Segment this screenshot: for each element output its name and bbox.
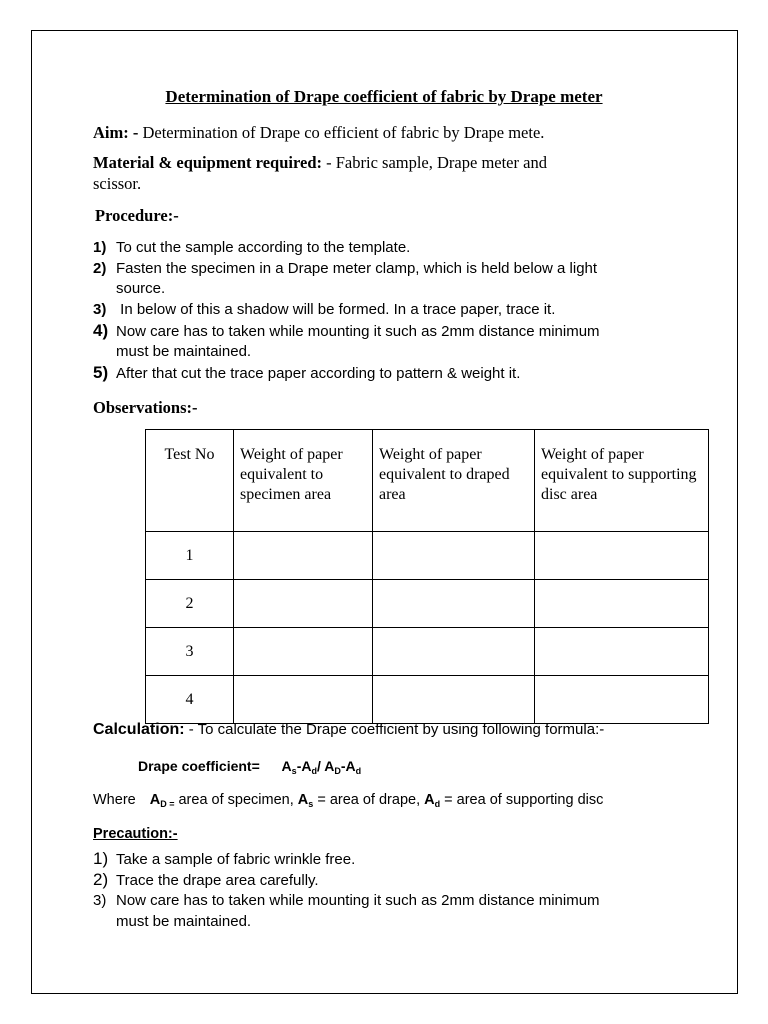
procedure-text-cont: source.: [116, 280, 166, 297]
test-no-cell: 3: [146, 628, 234, 676]
precaution-text: Now care has to taken while mounting it such as 2mm distance minimum: [116, 892, 600, 909]
precaution-item: [93, 849, 355, 869]
precaution-item: [93, 892, 600, 909]
procedure-num: 5): [93, 363, 109, 382]
test-no-cell: 1: [146, 532, 234, 580]
precaution-num: 2): [93, 870, 109, 889]
test-no-cell: 2: [146, 580, 234, 628]
procedure-num: 4): [93, 321, 109, 340]
procedure-item: [93, 239, 410, 256]
procedure-item: [93, 301, 555, 318]
table-cell: [234, 580, 373, 628]
procedure-num: 3): [93, 301, 107, 318]
column-header: Test No: [146, 430, 234, 532]
formula-line: [138, 758, 361, 774]
precaution-heading: Precaution:-: [93, 826, 178, 842]
procedure-text: To cut the sample according to the template.: [116, 239, 411, 256]
table-cell: [234, 676, 373, 724]
procedure-item: [93, 321, 600, 341]
formula: $A_s-A_d/$ $A_D-A_d$: [281, 758, 362, 776]
precaution-text: Trace the drape area carefully.: [116, 872, 319, 889]
material-text: - Fabric sample, Drape meter and: [322, 153, 547, 172]
formula-label: Drape coefficient=: [138, 758, 260, 774]
material-line: [93, 153, 547, 173]
procedure-text: In below of this a shadow will be formed. In a trace paper, trace it.: [116, 301, 556, 318]
precaution-text: Take a sample of fabric wrinkle free.: [116, 851, 356, 868]
test-no-cell: 4: [146, 676, 234, 724]
aim-text: Determination of Drape co efficient of fabric by Drape mete.: [138, 123, 545, 142]
table-cell: [373, 580, 535, 628]
page-title: Determination of Drape coefficient of fabric by Drape meter: [165, 87, 603, 106]
precaution-num: 3): [93, 892, 107, 909]
aim-label: Aim: -: [93, 123, 139, 142]
procedure-text-cont: must be maintained.: [116, 343, 252, 360]
calculation-text: - To calculate the Drape coefficient by using following formula:-: [184, 721, 605, 738]
procedure-heading: Procedure:-: [95, 206, 179, 225]
table-row: [146, 676, 709, 724]
procedure-item: [93, 260, 597, 277]
observations-table: [145, 429, 709, 724]
procedure-text: After that cut the trace paper according to pattern & weight it.: [116, 365, 521, 382]
column-header: Weight of paper equivalent to supporting disc area: [535, 430, 709, 532]
table-cell: [234, 532, 373, 580]
table-cell: [535, 676, 709, 724]
table-header-row: [146, 430, 709, 532]
precaution-text-cont: must be maintained.: [116, 913, 252, 930]
where-line: Where $A_{D =}$ area of specimen, $A_s$ = area of drape, $A_d$ = area of supporting disc: [93, 792, 604, 809]
column-header: Weight of paper equivalent to draped area: [373, 430, 535, 532]
procedure-text: Now care has to taken while mounting it such as 2mm distance minimum: [116, 323, 600, 340]
table-cell: [373, 628, 535, 676]
observations-heading: Observations:-: [93, 398, 198, 417]
table-row: [146, 580, 709, 628]
where-word: Where: [93, 792, 136, 808]
table-cell: [535, 628, 709, 676]
table-row: [146, 532, 709, 580]
calculation-line: [93, 721, 604, 739]
table-cell: [535, 580, 709, 628]
calculation-label: Calculation:: [93, 721, 185, 738]
table-cell: [373, 676, 535, 724]
precaution-item: [93, 870, 319, 890]
table-cell: [234, 628, 373, 676]
table-cell: [373, 532, 535, 580]
procedure-num: 1): [93, 239, 107, 256]
table-row: [146, 628, 709, 676]
precaution-num: 1): [93, 849, 109, 868]
procedure-text: Fasten the specimen in a Drape meter clamp, which is held below a light: [116, 260, 598, 277]
table-cell: [535, 532, 709, 580]
material-label: Material & equipment required:: [93, 153, 322, 172]
procedure-num: 2): [93, 260, 107, 277]
column-header: Weight of paper equivalent to specimen area: [234, 430, 373, 532]
material-line-2: scissor.: [93, 174, 142, 193]
aim-line: [93, 123, 544, 143]
procedure-item: [93, 363, 520, 383]
